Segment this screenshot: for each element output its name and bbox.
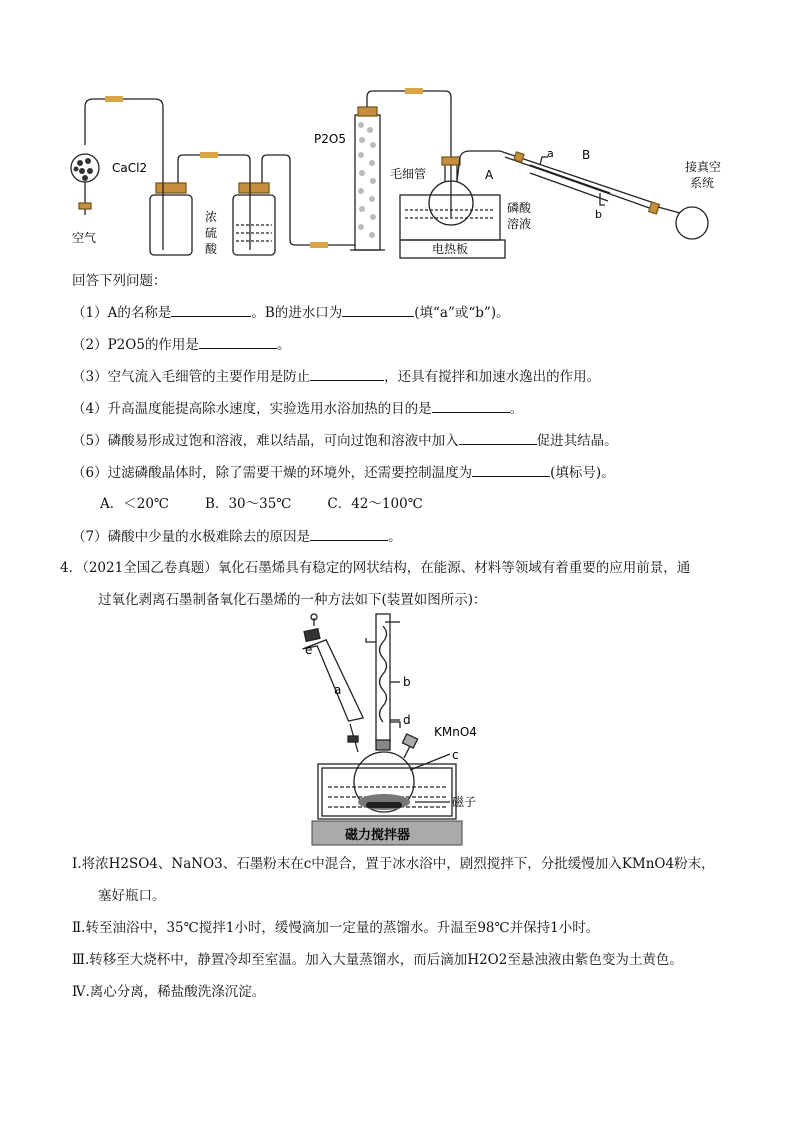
question-4 xyxy=(72,398,523,419)
question-4-header: 4．（2021全国乙卷真题）氧化石墨烯具有稳定的网状结构，在能源、材料等领域有着重要的应用前景，通 xyxy=(60,560,691,576)
q6-blank xyxy=(472,462,550,477)
question-6 xyxy=(72,462,615,483)
step3-h2o2: H2O2 xyxy=(467,952,508,968)
question-2 xyxy=(72,334,290,355)
q5-text-b: 促进其结晶。 xyxy=(536,433,618,449)
hotplate-label: 电热板 xyxy=(432,242,469,256)
q6-option-c: C．42～100℃ xyxy=(327,496,423,512)
step-3 xyxy=(72,950,683,970)
q5-text-a: （5）磷酸易形成过饱和溶液，难以结晶，可向过饱和溶液中加入 xyxy=(72,433,459,449)
stir-bar-shape xyxy=(366,802,402,808)
inlet-b-label: b xyxy=(595,208,602,221)
step1-text-a: Ⅰ.将浓 xyxy=(72,856,109,872)
question-3 xyxy=(72,366,600,387)
p2o5-label: P2O5 xyxy=(314,132,346,146)
step1-h2so4: H2SO4 xyxy=(108,856,158,872)
b-label: B xyxy=(582,148,591,162)
step1-text-b: 、 xyxy=(157,856,172,872)
q4-blank xyxy=(432,398,510,413)
vacuum-label-2: 系统 xyxy=(690,176,715,190)
step-1 xyxy=(72,854,715,874)
step1-text-d: 粉末， xyxy=(674,856,715,872)
kmno4-label: KMnO4 xyxy=(434,725,477,739)
question-7 xyxy=(72,526,402,547)
q3-blank xyxy=(310,366,384,381)
capillary-label: 毛细管 xyxy=(390,167,427,181)
q6-text-a: （6）过滤磷酸晶体时，除了需要干燥的环境外，还需要控制温度为 xyxy=(72,465,473,481)
condenser-label-b: b xyxy=(403,675,411,689)
q1-blank-2 xyxy=(342,302,414,317)
q1-text-a: （1）A的名称是 xyxy=(72,305,172,321)
inlet-a-label: a xyxy=(547,147,554,160)
step-1-cont: 塞好瓶口。 xyxy=(98,888,166,904)
conc-sulfuric-label-3: 酸 xyxy=(205,242,218,256)
apparatus-diagram-2 xyxy=(300,612,500,848)
q2-text-c: 。 xyxy=(276,337,291,353)
magnetic-stirrer-label: 磁力搅拌器 xyxy=(345,828,411,843)
q2-text-a: （2） xyxy=(72,337,108,353)
flask-label-c: c xyxy=(452,748,459,762)
q1-text-c: (填“a”或“b”)。 xyxy=(414,305,510,321)
stir-bar-label: 磁子 xyxy=(452,795,477,809)
q2-chem: P2O5 xyxy=(107,337,145,353)
inlet-label-d: d xyxy=(403,713,411,727)
step1-text-c: 、石墨粉末在c中混合，置于冰水浴中，剧烈搅拌下，分批缓慢加入 xyxy=(222,856,622,872)
q7-text-a: （7）磷酸中少量的水极难除去的原因是 xyxy=(72,529,311,545)
funnel-a-label: e xyxy=(305,643,313,657)
q3-text-a: （3）空气流入毛细管的主要作用是防止 xyxy=(72,369,311,385)
q6-text-b: (填标号)。 xyxy=(550,465,615,481)
conc-sulfuric-label-1: 浓 xyxy=(205,210,218,224)
q3-text-b: ，还具有搅拌和加速水逸出的作用。 xyxy=(384,369,601,385)
air-label: 空气 xyxy=(72,231,97,245)
step1-kmno4: KMnO4 xyxy=(621,856,675,872)
apparatus-diagram-1 xyxy=(60,85,740,260)
question-4-header-cont: 过氧化剥离石墨制备氧化石墨烯的一种方法如下(装置如图所示)： xyxy=(98,592,487,608)
step-4: Ⅳ.离心分离，稀盐酸洗涤沉淀。 xyxy=(72,984,266,1000)
vacuum-label-1: 接真空 xyxy=(685,160,722,174)
q4-text-a: （4）升高温度能提高除水速度，实验选用水浴加热的目的是 xyxy=(72,401,432,417)
q6-option-b: B．30～35℃ xyxy=(205,496,292,512)
q2-blank xyxy=(199,334,277,349)
q7-text-b: 。 xyxy=(388,529,402,545)
a-label: A xyxy=(485,168,494,182)
question-5 xyxy=(72,430,618,451)
conc-sulfuric-label-2: 硫 xyxy=(205,226,218,240)
q5-blank xyxy=(459,430,537,445)
q1-blank-1 xyxy=(171,302,251,317)
q1-text-b: 。B的进水口为 xyxy=(251,305,343,321)
funnel-label-a: a xyxy=(334,683,342,697)
q7-blank xyxy=(310,526,388,541)
answer-intro: 回答下列问题： xyxy=(72,273,167,289)
q4-text-b: 。 xyxy=(509,401,524,417)
step1-nano3: NaNO3 xyxy=(171,856,223,872)
phosphoric-label-1: 磷酸 xyxy=(507,201,532,215)
q2-text-b: 的作用是 xyxy=(144,337,199,353)
q6-option-a: A．＜20℃ xyxy=(100,496,170,512)
cacl2-label: CaCl2 xyxy=(112,161,148,175)
step3-text-a: Ⅲ.转移至大烧杯中，静置冷却至室温。加入大量蒸馏水，而后滴加 xyxy=(72,952,468,968)
q6-options xyxy=(100,494,423,514)
step3-text-b: 至悬浊液由紫色变为土黄色。 xyxy=(507,952,683,968)
question-1 xyxy=(72,302,510,323)
phosphoric-label-2: 溶液 xyxy=(507,217,532,231)
step-2: Ⅱ.转至油浴中，35℃搅拌1小时，缓慢滴加一定量的蒸馏水。升温至98℃并保持1小时。 xyxy=(72,920,600,936)
